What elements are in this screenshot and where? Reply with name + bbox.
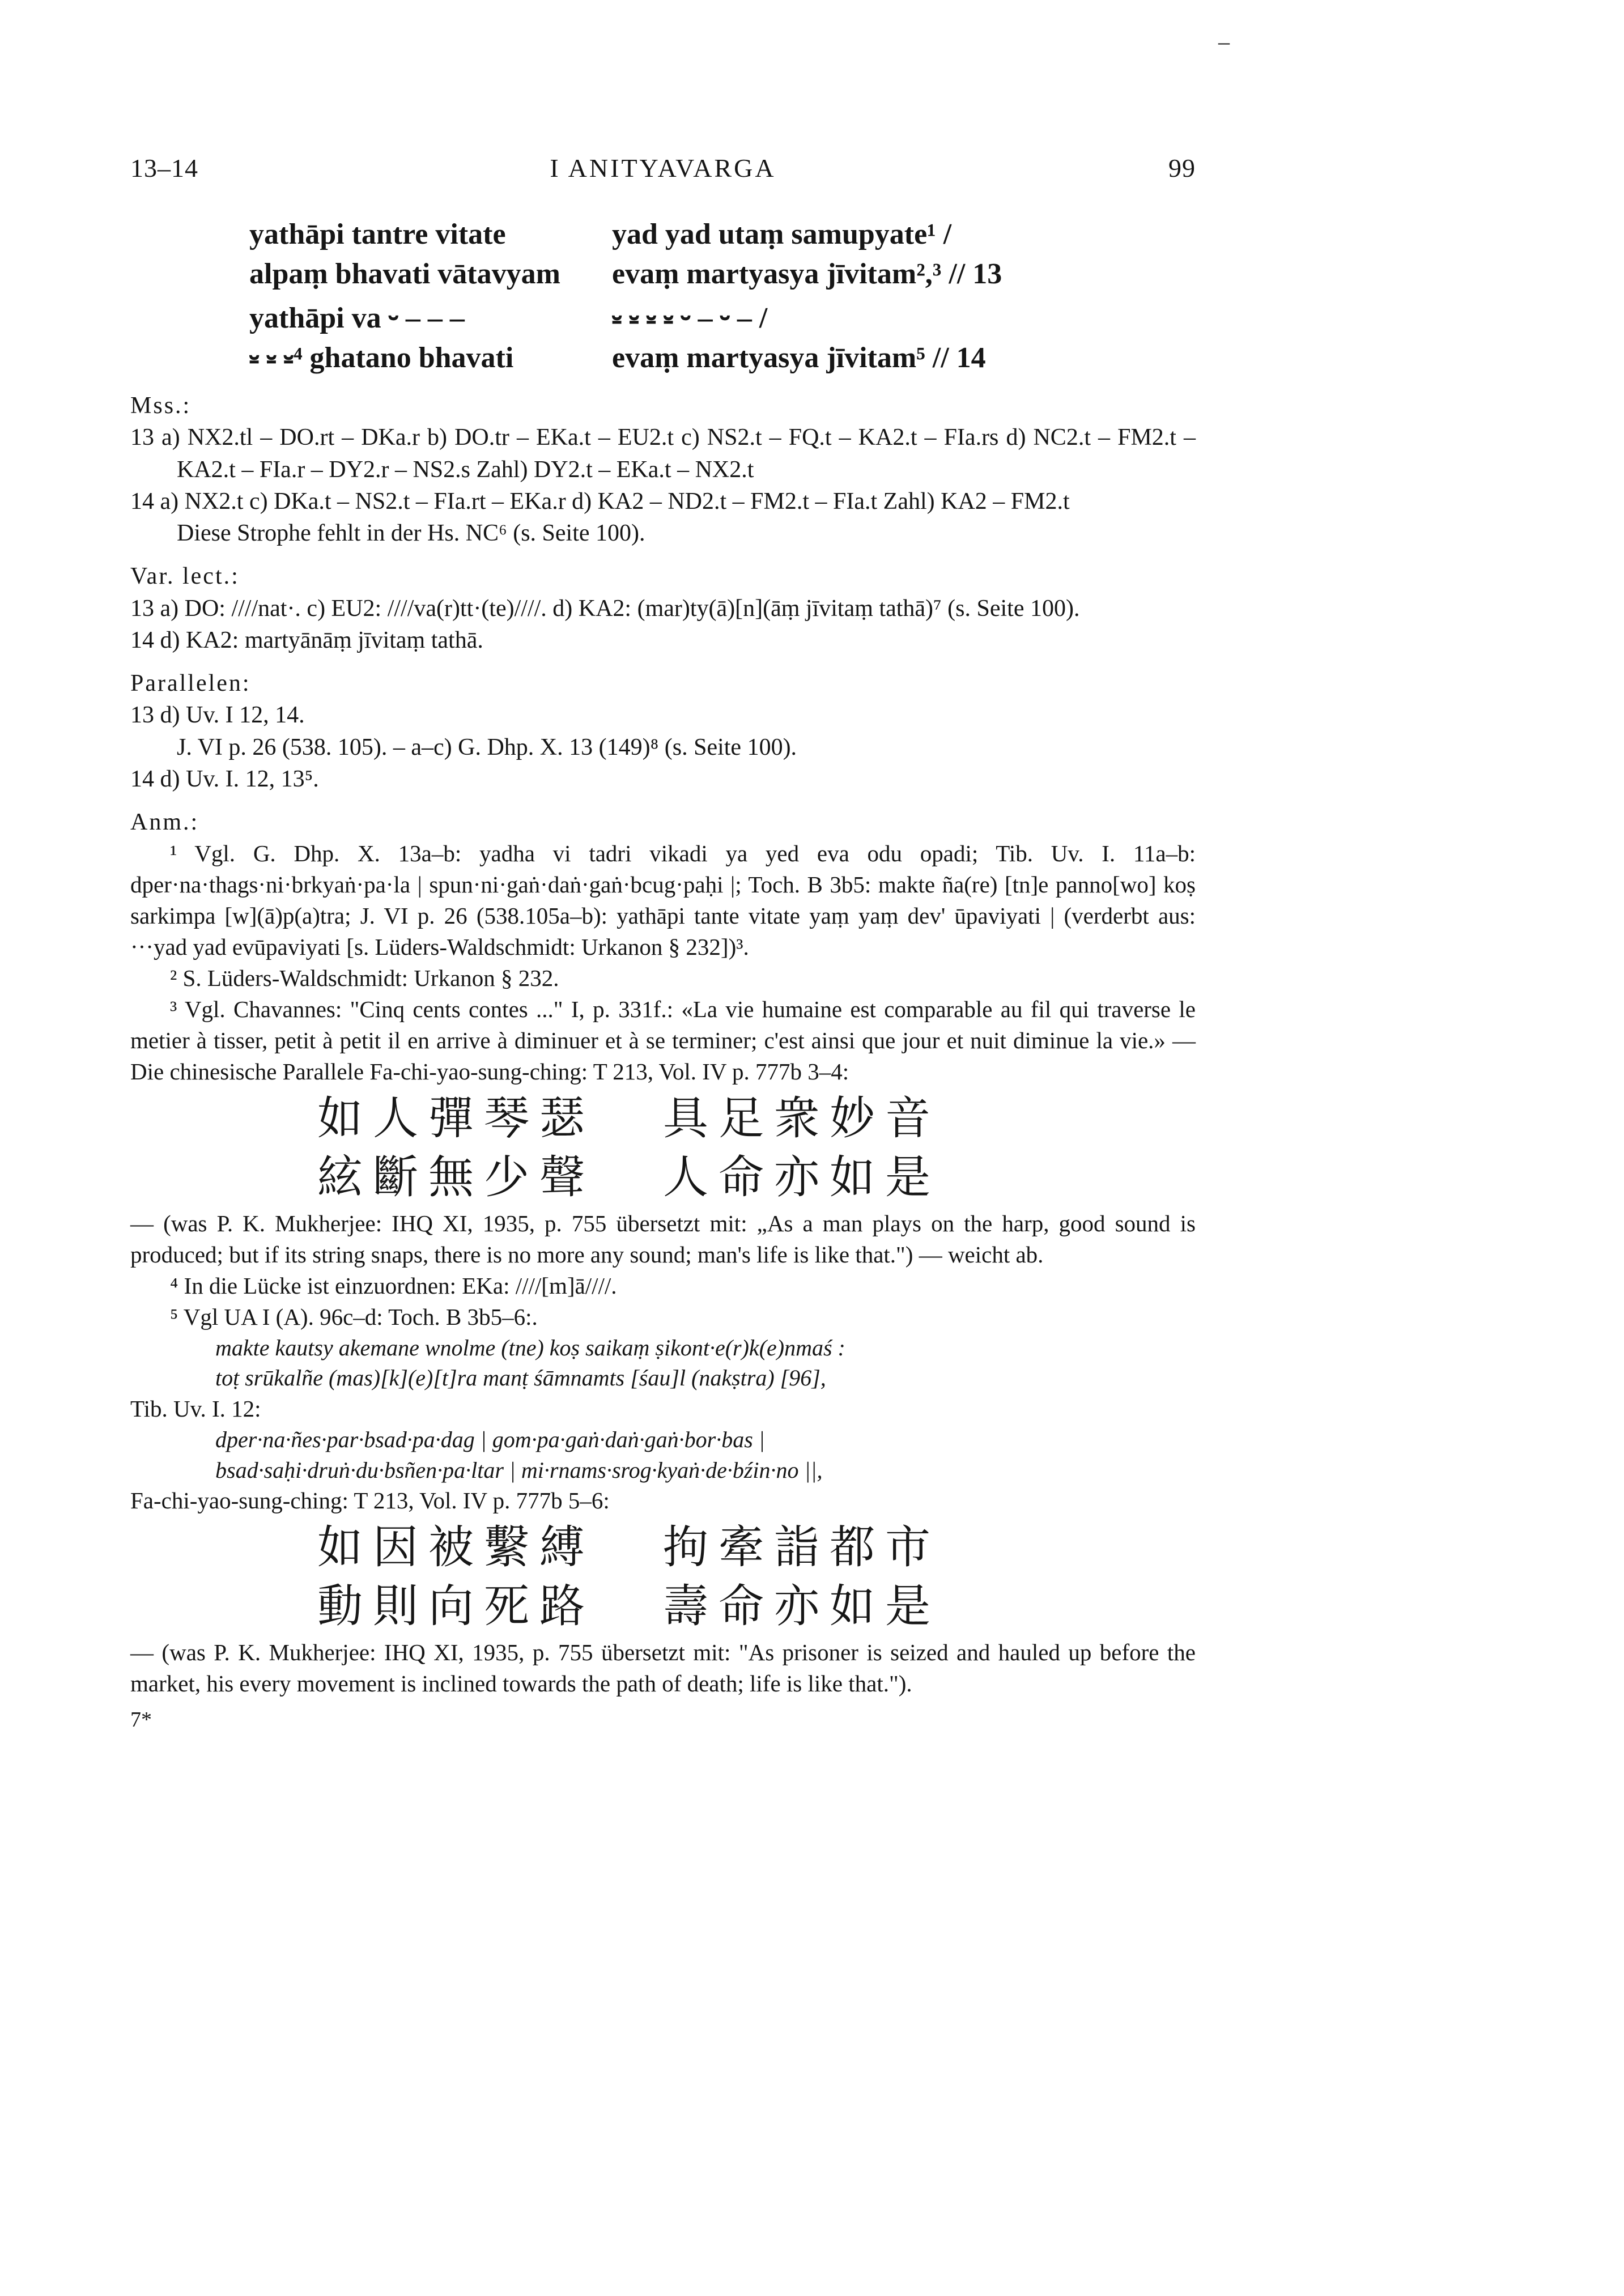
translation-note: — (was P. K. Mukherjee: IHQ XI, 1935, p. 755 übersetzt mit: „As a man plays on the harp, good sound is produced; but if its string snaps, there is no more any sound; man's life is like that.") — weicht ab. <box>130 1210 1196 1268</box>
chinese-hemistich: 具足衆妙音 <box>663 1091 941 1145</box>
running-header <box>130 153 1196 193</box>
translation-note: — (was P. K. Mukherjee: IHQ XI, 1935, p. 755 übersetzt mit: "As prisoner is seized and hauled up before the market, his every movement is inclined towards the path of death; life is like that."). <box>130 1639 1196 1697</box>
verse-line <box>249 339 1196 379</box>
section-title: Anm.: <box>130 809 199 836</box>
verse-pada-b: evaṃ martyasya jīvitam⁵ // 14 <box>612 342 986 374</box>
header-verse-range: 13–14 <box>130 154 198 182</box>
verse-line <box>249 299 1196 339</box>
tocharian-quote-line: makte kautsy akemane wnolme (tne) koṣ saikaṃ ṣikont·e(r)k(e)nmaś : <box>215 1334 845 1360</box>
scan-mark: – <box>1218 29 1230 54</box>
parallel-entry: 14 d) Uv. I. 12, 13⁵. <box>130 766 319 792</box>
footnote-3: ³ Vgl. Chavannes: "Cinq cents contes ..." I, p. 331f.: «La vie humaine est comparable au fil qui traverse le metier à tisser, petit à petit il en arrive à diminuer et à se terminer; c'est ainsi que jour et nuit diminue la vie.» — Die chinesische Parallele Fa-chi-yao-sung-ching: T 213, Vol. IV p. 777b 3–4: <box>130 996 1196 1085</box>
chinese-verse-line <box>317 1579 1196 1634</box>
footnote-5: ⁵ Vgl UA I (A). 96c–d: Toch. B 3b5–6:. <box>170 1303 538 1330</box>
chinese-hemistich: 如因被繫縛 <box>317 1521 595 1574</box>
tibetan-reference: Tib. Uv. I. 12: <box>130 1396 261 1422</box>
variant-entry: 13 a) DO: ////nat·. c) EU2: ////va(r)tt·(te)////. d) KA2: (mar)ty(ā)[n](āṃ jīvitaṃ tathā)⁷ (s. Seite 100). <box>130 595 1080 622</box>
parallel-entry: J. VI p. 26 (538. 105). – a–c) G. Dhp. X. 13 (149)⁸ (s. Seite 100). <box>177 734 797 760</box>
chinese-reference: Fa-chi-yao-sung-ching: T 213, Vol. IV p. 777b 5–6: <box>130 1487 610 1514</box>
footnote-2: ² S. Lüders-Waldschmidt: Urkanon § 232. <box>170 965 559 992</box>
parallel-entry: 13 d) Uv. I 12, 14. <box>130 702 305 729</box>
verse-pada-a: alpaṃ bhavati vātavyam <box>249 258 560 290</box>
footnote-1: ¹ Vgl. G. Dhp. X. 13a–b: yadha vi tadri vikadi ya yed eva odu opadi; Tib. Uv. I. 11a–b: dper·na·thags·ni·brkyaṅ·pa·la | spun·ni·gaṅ·daṅ·gaṅ·bcug·paḥi |; Toch. B 3b5: makte ña(re) [tn]e panno[wo] koṣ sarkimpa [w](ā)p(a)tra; J. VI p. 26 (538.105a–b): yathāpi tante vitate yaṃ yaṃ dev' ūpaviyati | (verderbt aus: ···yad yad evūpaviyati [s. Lüders-Waldschmidt: Urkanon § 232])³. <box>130 840 1196 960</box>
page-body <box>130 153 1196 1732</box>
verse-pada-a: ⏓ ⏓ ⏓⁴ ghatano bhavati <box>249 342 514 374</box>
verse-pada-a: yathāpi va ⏑ – – – <box>249 302 465 334</box>
header-chapter-title: I ANITYAVARGA <box>550 154 776 182</box>
chinese-verse-line <box>317 1520 1196 1575</box>
notes-section <box>130 806 1196 1699</box>
chinese-verse-line <box>317 1091 1196 1146</box>
verse-pada-a: yathāpi tantre vitate <box>249 218 506 250</box>
chinese-hemistich: 絃斷無少聲 <box>317 1150 595 1204</box>
section-title: Mss.: <box>130 393 192 419</box>
verse-block <box>249 215 1196 379</box>
tibetan-quote-line: dper·na·ñes·par·bsad·pa·dag | gom·pa·gaṅ·daṅ·gaṅ·bor·bas | <box>215 1427 765 1453</box>
parallels-section <box>130 667 1196 795</box>
manuscripts-section <box>130 390 1196 549</box>
section-title: Parallelen: <box>130 670 251 697</box>
chinese-hemistich: 人命亦如是 <box>663 1150 941 1204</box>
manuscript-entry: 14 a) NX2.t c) DKa.t – NS2.t – FIa.rt – EKa.r d) KA2 – ND2.t – FM2.t – FIa.t Zahl) KA2 – FM2.t <box>130 488 1070 515</box>
chinese-hemistich: 動則向死路 <box>317 1579 595 1632</box>
chinese-verse-line <box>317 1150 1196 1205</box>
verse-pada-b: evaṃ martyasya jīvitam²,³ // 13 <box>612 258 1002 290</box>
verse-line <box>249 215 1196 255</box>
header-page-number: 99 <box>1168 154 1196 182</box>
verse-pada-b: ⏓ ⏓ ⏓ ⏓ ⏑ – ⏑ – / <box>612 302 768 334</box>
tocharian-quote-line: toṭ srūkalñe (mas)[k](e)[t]ra manṭ śāmnamts [śau]l (nakṣtra) [96], <box>215 1365 826 1391</box>
tibetan-quote-line: bsad·saḥi·druṅ·du·bsñen·pa·ltar | mi·rnams·srog·kyaṅ·de·bźin·no ||, <box>215 1457 823 1483</box>
signature-mark: 7* <box>130 1708 152 1732</box>
section-title: Var. lect.: <box>130 563 240 590</box>
verse-line <box>249 255 1196 295</box>
chinese-hemistich: 拘牽詣都市 <box>663 1521 941 1574</box>
chinese-hemistich: 如人彈琴瑟 <box>317 1091 595 1145</box>
manuscript-entry: 13 a) NX2.tl – DO.rt – DKa.r b) DO.tr – EKa.t – EU2.t c) NS2.t – FQ.t – KA2.t – FIa.rs d) NC2.t – FM2.t – KA2.t – FIa.r – DY2.r – NS2.s Zahl) DY2.t – EKa.t – NX2.t <box>130 424 1196 483</box>
footnote-4: ⁴ In die Lücke ist einzuordnen: EKa: ////[m]ā////. <box>170 1273 617 1299</box>
chinese-hemistich: 壽命亦如是 <box>663 1579 941 1632</box>
verse-pada-b: yad yad utaṃ samupyate¹ / <box>612 218 952 250</box>
variant-entry: 14 d) KA2: martyānāṃ jīvitaṃ tathā. <box>130 627 483 653</box>
manuscript-note: Diese Strophe fehlt in der Hs. NC⁶ (s. Seite 100). <box>177 520 645 547</box>
variant-readings-section <box>130 560 1196 656</box>
